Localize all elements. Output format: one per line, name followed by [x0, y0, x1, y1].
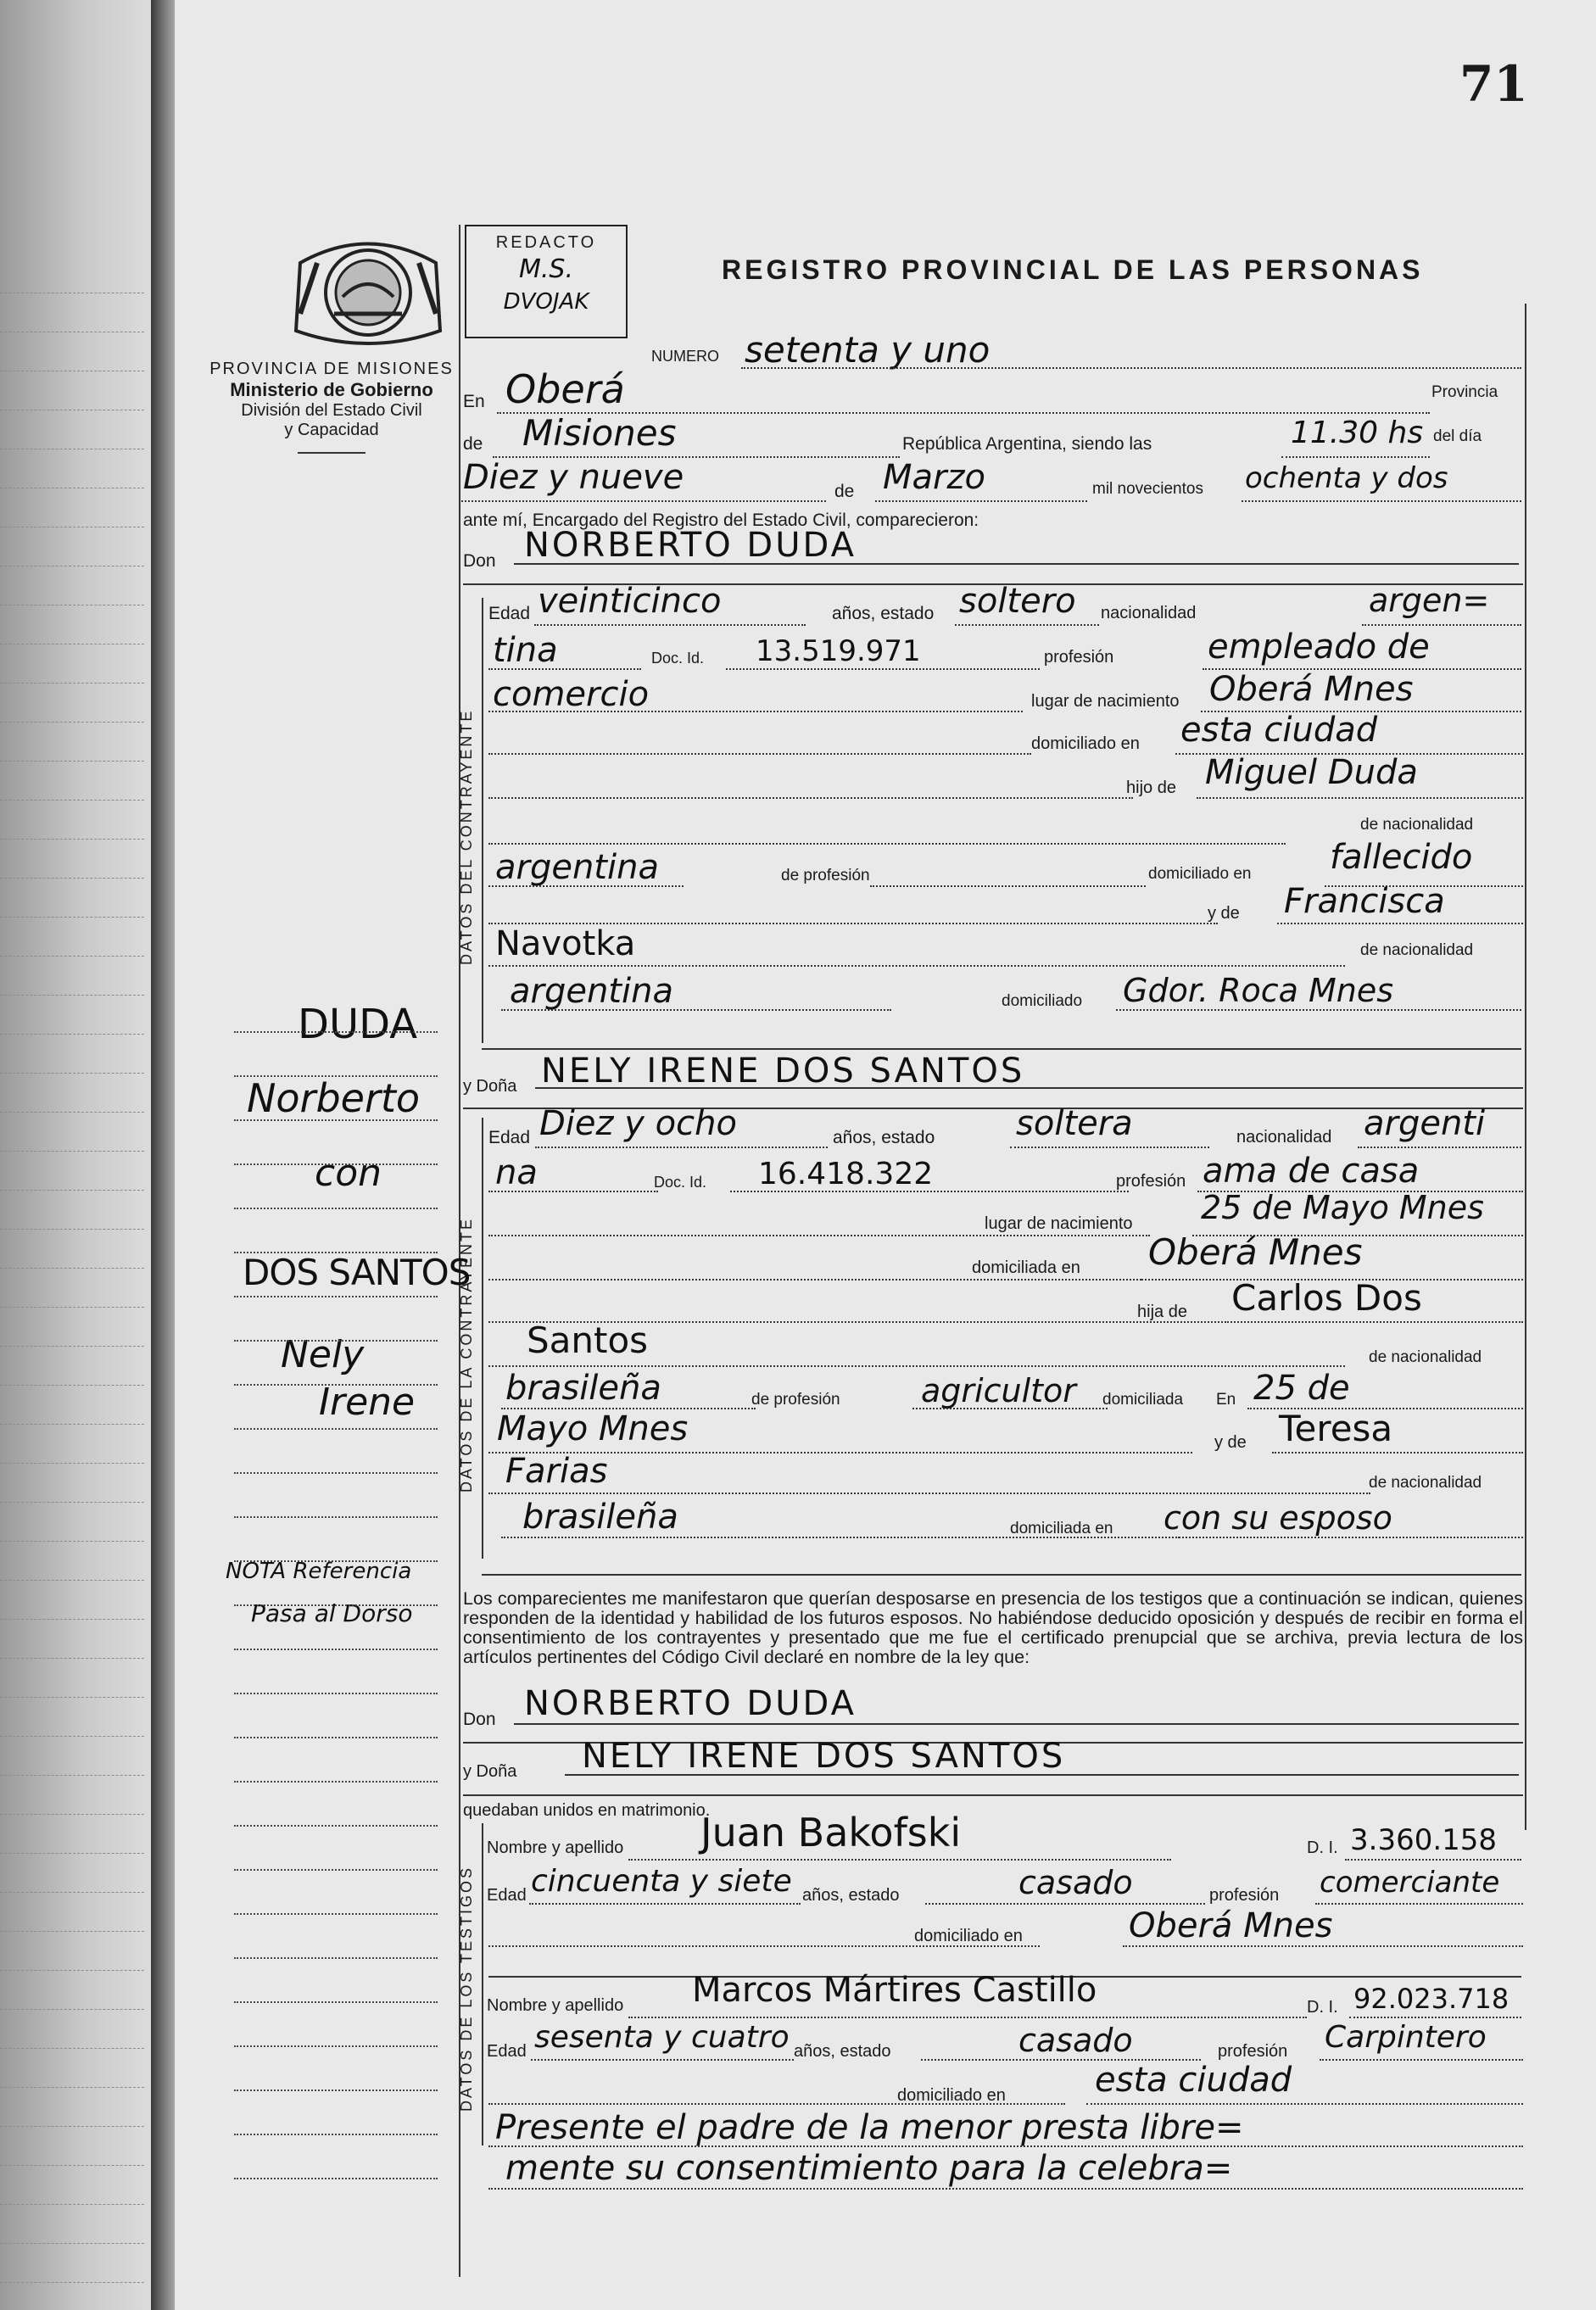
- margin-line: [234, 1296, 438, 1297]
- left-page-line: [0, 1658, 144, 1659]
- left-page-line: [0, 1229, 144, 1230]
- groom-nationality-1: argen=: [1369, 582, 1490, 619]
- margin-line: [234, 1075, 438, 1077]
- nacionalidad-label-2: nacionalidad: [1236, 1128, 1332, 1147]
- witness1-name: Juan Bakofski: [700, 1810, 962, 1855]
- de-nacionalidad-label-1: de nacionalidad: [1360, 816, 1474, 834]
- left-page-line: [0, 2048, 144, 2049]
- margin-line: [234, 2134, 438, 2135]
- hija-de-label: hija de: [1137, 1303, 1187, 1321]
- bride-father-2: Santos: [527, 1320, 649, 1361]
- left-page-line: [0, 1931, 144, 1932]
- document-page: [175, 0, 1596, 2310]
- margin-line: [234, 1649, 438, 1650]
- left-page-line: [0, 2204, 144, 2205]
- de-label: de: [463, 434, 483, 454]
- margin-line: [234, 2178, 438, 2179]
- province-value: Misiones: [522, 412, 677, 454]
- left-page-line: [0, 2009, 144, 2010]
- hijo-de-label: hijo de: [1126, 778, 1176, 797]
- bride-civil-status: soltera: [1016, 1104, 1133, 1143]
- groom-mother-nationality: argentina: [510, 972, 673, 1011]
- bride-father-1: Carlos Dos: [1231, 1277, 1422, 1319]
- groom-document-id: 13.519.971: [756, 634, 921, 668]
- left-page-line: [0, 1580, 144, 1581]
- margin-line: [234, 1031, 438, 1033]
- margin-line: [234, 1825, 438, 1827]
- left-page-line: [0, 1463, 144, 1464]
- y-dona-label-2: y Doña: [463, 1762, 517, 1781]
- left-page-line: [0, 878, 144, 879]
- declared-groom-name: NORBERTO DUDA: [524, 1684, 857, 1723]
- bride-father-nationality: brasileña: [505, 1369, 661, 1408]
- provincia-label: Provincia: [1431, 383, 1498, 401]
- nombre-apellido-label-2: Nombre y apellido: [487, 1996, 624, 2015]
- edad-label-4: Edad: [487, 2042, 527, 2061]
- margin-line: [234, 1119, 438, 1121]
- domiciliado-en-label-3: domiciliado en: [914, 1927, 1023, 1945]
- witness2-domicile: esta ciudad: [1095, 2061, 1292, 2100]
- don-label: Don: [463, 551, 496, 571]
- margin-line: [234, 1957, 438, 1959]
- bride-mother-2: Farias: [505, 1452, 608, 1491]
- quedaban-label: quedaban unidos en matrimonio.: [463, 1801, 711, 1820]
- witness1-domicile: Oberá Mnes: [1129, 1906, 1333, 1945]
- year-value: ochenta y dos: [1245, 461, 1448, 495]
- redacto-name: DVOJAK: [503, 289, 589, 315]
- left-page-line: [0, 1775, 144, 1776]
- margin-line: [234, 1340, 438, 1342]
- province-line3: División del Estado Civil: [241, 401, 422, 420]
- left-page-line: [0, 1346, 144, 1347]
- anos-estado-label-3: años, estado: [802, 1886, 900, 1905]
- margin-line: [234, 1472, 438, 1474]
- groom-profession-1: empleado de: [1208, 628, 1430, 667]
- bride-mother-1: Teresa: [1279, 1408, 1393, 1449]
- bride-profession: ama de casa: [1203, 1152, 1420, 1191]
- witnesses-section-label: DATOS DE LOS TESTIGOS: [458, 1865, 475, 2112]
- left-page-line: [0, 2243, 144, 2244]
- bride-mother-domicile: con su esposo: [1164, 1499, 1392, 1537]
- left-page-line: [0, 917, 144, 918]
- left-page-line: [0, 1424, 144, 1425]
- province-line4: y Capacidad: [284, 421, 379, 439]
- witness2-age: sesenta y cuatro: [534, 2020, 790, 2055]
- witness2-profession: Carpintero: [1325, 2020, 1487, 2055]
- doc-label-2: Doc. Id.: [654, 1174, 707, 1191]
- province-heading: [209, 360, 455, 454]
- left-page-line: [0, 956, 144, 957]
- margin-line: [234, 1737, 438, 1738]
- left-page-line: [0, 839, 144, 840]
- witness2-name: Marcos Mártires Castillo: [692, 1971, 1097, 2010]
- witness2-document-id: 92.023.718: [1353, 1983, 1510, 2015]
- groom-mother-2: Navotka: [495, 924, 636, 963]
- left-page-line: [0, 1151, 144, 1152]
- province-line2: Ministerio de Gobierno: [230, 379, 433, 400]
- margin-line: [234, 1560, 438, 1562]
- left-page-line: [0, 1502, 144, 1503]
- witness1-civil-status: casado: [1018, 1864, 1133, 1901]
- domiciliado-en-label-2: domiciliado en: [1148, 865, 1252, 883]
- left-page-line: [0, 1736, 144, 1737]
- groom-mother-domicile: Gdor. Roca Mnes: [1123, 972, 1394, 1009]
- domiciliado-en-label: domiciliado en: [1031, 734, 1140, 753]
- anos-estado-label: años, estado: [832, 604, 935, 623]
- left-page-line: [0, 683, 144, 684]
- left-page-line: [0, 1970, 144, 1971]
- edad-label-3: Edad: [487, 1886, 527, 1905]
- numero-value: setenta y uno: [745, 329, 991, 371]
- groom-profession-2: comercio: [493, 675, 650, 714]
- domiciliado-label-1: domiciliado: [1002, 992, 1083, 1010]
- bride-document-id: 16.418.322: [758, 1157, 934, 1191]
- left-page-line: [0, 1073, 144, 1074]
- groom-father-nationality: argentina: [495, 848, 659, 887]
- bride-section-label: DATOS DE LA CONTRAYENTE: [458, 1216, 475, 1493]
- bride-domicile: Oberá Mnes: [1148, 1231, 1363, 1273]
- provincial-seal-icon: [283, 229, 453, 356]
- lugar-label-2: lugar de nacimiento: [985, 1214, 1133, 1233]
- di-label-2: D. I.: [1307, 1998, 1338, 2017]
- don-label-2: Don: [463, 1710, 496, 1729]
- margin-con: con: [315, 1152, 382, 1195]
- city-value: Oberá: [505, 366, 625, 412]
- ante-label: ante mí, Encargado del Registro del Estado Civil, comparecieron:: [463, 511, 979, 530]
- mil-label: mil novecientos: [1092, 480, 1203, 498]
- province-line1: PROVINCIA DE MISIONES: [209, 360, 454, 378]
- de-profesion-label-2: de profesión: [751, 1391, 840, 1409]
- nombre-apellido-label-1: Nombre y apellido: [487, 1839, 624, 1857]
- edad-label-2: Edad: [488, 1128, 531, 1147]
- domiciliado-en-label-4: domiciliado en: [897, 2086, 1006, 2105]
- groom-father: Miguel Duda: [1205, 753, 1418, 792]
- left-page-line: [0, 2126, 144, 2127]
- nacionalidad-label: nacionalidad: [1101, 604, 1197, 622]
- left-page-line: [0, 995, 144, 996]
- margin-line: [234, 1869, 438, 1871]
- left-page-line: [0, 1112, 144, 1113]
- margin-name-2b: Irene: [319, 1381, 416, 1424]
- de-nacionalidad-label-2: de nacionalidad: [1360, 941, 1474, 959]
- left-page-line: [0, 1619, 144, 1620]
- del-dia-label: del día: [1433, 427, 1482, 445]
- bride-nationality-2: na: [495, 1153, 538, 1192]
- domiciliada-en-label: domiciliada en: [972, 1258, 1080, 1277]
- groom-nationality-2: tina: [493, 631, 558, 670]
- groom-father-domicile: fallecido: [1330, 838, 1473, 877]
- margin-line: [234, 2090, 438, 2091]
- margin-line: [234, 1693, 438, 1694]
- domiciliada-label-1: domiciliada: [1102, 1391, 1184, 1409]
- domiciliada-en-label-2: domiciliada en: [1010, 1520, 1113, 1537]
- de-nacionalidad-label-3: de nacionalidad: [1369, 1348, 1482, 1366]
- margin-line: [234, 1384, 438, 1386]
- groom-civil-status: soltero: [959, 582, 1076, 621]
- margin-line: [234, 2045, 438, 2047]
- declaration-paragraph: Los comparecientes me manifestaron que querían desposarse en presencia de los testigos que a continuación se indican, quienes responden de la identidad y habilidad de los futuros esposos. No habiéndose deducido oposición y después de recibir en forma el consentimiento de los contrayentes y presentado que me fue el certificado prenupcial que se archiva, previa lectura de los artículos pertinentes del Código Civil declaré en nombre de la ley que:: [463, 1588, 1523, 1667]
- left-page-line: [0, 1892, 144, 1893]
- de-profesion-label-1: de profesión: [781, 867, 870, 884]
- margin-line: [234, 1208, 438, 1209]
- doc-label: Doc. Id.: [651, 650, 705, 667]
- left-page-line: [0, 1541, 144, 1542]
- witness1-profession: comerciante: [1320, 1866, 1500, 1900]
- declared-bride-name: NELY IRENE DOS SANTOS: [582, 1737, 1066, 1776]
- de-label-2: de: [834, 482, 855, 501]
- left-page-line: [0, 2282, 144, 2283]
- bride-father-domicile-2: Mayo Mnes: [497, 1409, 689, 1448]
- groom-domicile: esta ciudad: [1180, 711, 1378, 750]
- margin-line: [234, 1913, 438, 1915]
- note-line-1: Presente el padre de la menor presta libre=: [495, 2108, 1244, 2147]
- margin-name-2a: Nely: [281, 1333, 365, 1376]
- republica-label: República Argentina, siendo las: [902, 434, 1152, 454]
- left-page-line: [0, 1853, 144, 1854]
- left-page-line: [0, 1814, 144, 1815]
- witness2-civil-status: casado: [1018, 2022, 1133, 2059]
- redacto-label: REDACTO: [495, 233, 597, 252]
- bride-nationality-1: argenti: [1364, 1104, 1486, 1143]
- left-page-line: [0, 1268, 144, 1269]
- margin-note-2: Pasa al Dorso: [251, 1599, 413, 1627]
- witness1-document-id: 3.360.158: [1350, 1823, 1498, 1857]
- margin-surname: DUDA: [298, 1001, 418, 1048]
- di-label-1: D. I.: [1307, 1839, 1338, 1857]
- left-page-edge: [0, 0, 151, 2310]
- en-label-2: En: [1216, 1391, 1236, 1409]
- y-de-label-1: y de: [1208, 904, 1240, 923]
- anos-estado-label-4: años, estado: [794, 2042, 891, 2061]
- bride-father-profession: agricultor: [921, 1372, 1076, 1409]
- margin-line: [234, 1781, 438, 1783]
- margin-surname-2: DOS SANTOS: [243, 1252, 471, 1293]
- bride-birthplace: 25 de Mayo Mnes: [1201, 1189, 1484, 1226]
- profesion-label-2: profesión: [1116, 1172, 1186, 1191]
- profesion-label: profesión: [1044, 648, 1114, 667]
- left-page-line: [0, 722, 144, 723]
- left-page-line: [0, 1190, 144, 1191]
- bride-name: NELY IRENE DOS SANTOS: [541, 1052, 1025, 1091]
- witness1-age: cincuenta y siete: [531, 1864, 792, 1899]
- groom-name: NORBERTO DUDA: [524, 526, 857, 565]
- edad-label: Edad: [488, 604, 531, 623]
- anos-estado-label-2: años, estado: [833, 1128, 935, 1147]
- groom-mother-1: Francisca: [1284, 882, 1445, 921]
- left-page-line: [0, 1034, 144, 1035]
- redacto-box: [465, 225, 628, 338]
- left-page-line: [0, 761, 144, 762]
- redacto-initials: M.S.: [519, 254, 573, 284]
- margin-line: [234, 1604, 438, 1606]
- left-page-line: [0, 2165, 144, 2166]
- left-page-line: [0, 1385, 144, 1386]
- profesion-label-3: profesión: [1209, 1886, 1280, 1905]
- numero-label: NUMERO: [651, 348, 719, 365]
- left-page-line: [0, 1697, 144, 1698]
- lugar-label: lugar de nacimiento: [1031, 692, 1180, 711]
- margin-line: [234, 1428, 438, 1430]
- month-value: Marzo: [883, 458, 985, 497]
- y-dona-label: y Doña: [463, 1077, 517, 1096]
- y-de-label-2: y de: [1214, 1433, 1247, 1452]
- groom-section-label: DATOS DEL CONTRAYENTE: [458, 708, 475, 965]
- note-line-2: mente su consentimiento para la celebra=: [505, 2149, 1233, 2188]
- bride-father-domicile-1: 25 de: [1253, 1369, 1350, 1408]
- profesion-label-4: profesión: [1218, 2042, 1288, 2061]
- page-number: 71: [1459, 55, 1528, 113]
- left-page-line: [0, 800, 144, 801]
- left-page-line: [0, 1307, 144, 1308]
- day-value: Diez y nueve: [463, 458, 684, 497]
- groom-age: veinticinco: [538, 582, 722, 621]
- de-nacionalidad-label-4: de nacionalidad: [1369, 1474, 1482, 1492]
- margin-line: [234, 1252, 438, 1253]
- margin-first-name: Norberto: [247, 1075, 421, 1121]
- margin-note-1: NOTA Referencia: [226, 1559, 412, 1584]
- hour-value: 11.30 hs: [1291, 416, 1424, 450]
- margin-line: [234, 1163, 438, 1165]
- bride-mother-nationality: brasileña: [522, 1498, 678, 1537]
- margin-line: [234, 2001, 438, 2003]
- book-spine: [151, 0, 176, 2310]
- document-title: REGISTRO PROVINCIAL DE LAS PERSONAS: [722, 254, 1424, 285]
- left-page-line: [0, 2087, 144, 2088]
- en-label: En: [463, 392, 485, 411]
- margin-line: [234, 1516, 438, 1518]
- groom-birthplace: Oberá Mnes: [1209, 670, 1414, 709]
- bride-age: Diez y ocho: [539, 1104, 737, 1143]
